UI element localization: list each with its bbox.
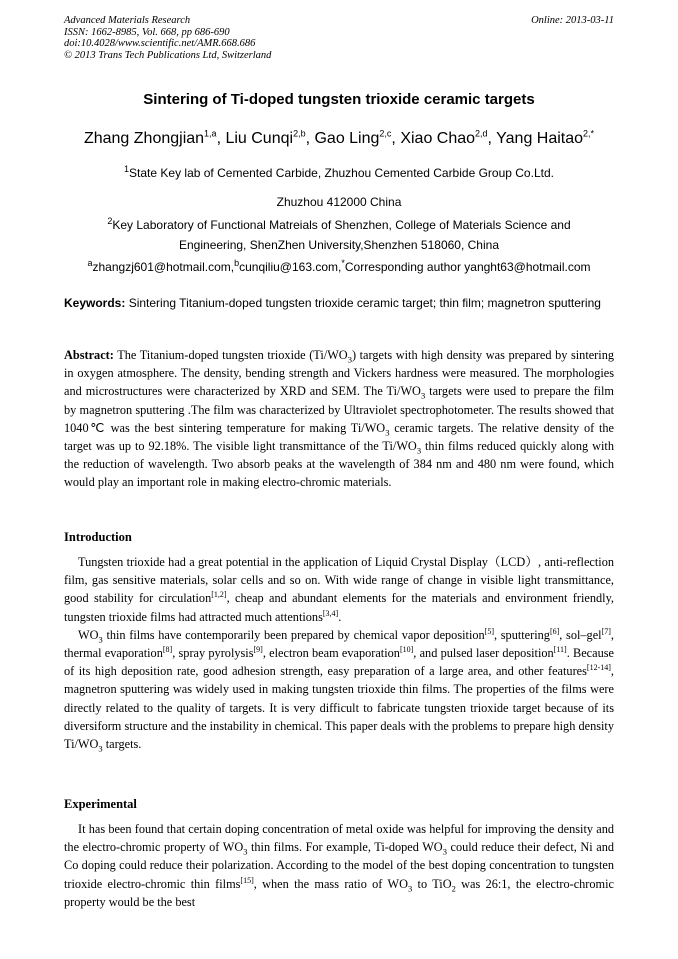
journal-header — [64, 15, 271, 61]
affiliation-line: Engineering, ShenZhen University,Shenzhen 518060, China — [179, 238, 499, 252]
introduction-body — [64, 553, 614, 753]
email-sup: b — [234, 258, 240, 268]
citation: [8] — [162, 644, 173, 654]
citation: [1,2] — [211, 590, 227, 600]
copyright-line: © 2013 Trans Tech Publications Ltd, Switzerland — [64, 49, 272, 61]
author-list: Zhang Zhongjian$^{1,a}$, Liu Cunqi$^{2,b}$, Gao Ling$^{2,c}$, Xiao Chao$^{2,d}$, Yang Haitao$^{2,*}$ — [83, 128, 595, 147]
affiliation-line: State Key lab of Cemented Carbide, Zhuzhou Cemented Carbide Group Co.Ltd. — [129, 166, 554, 180]
affiliation-line: Key Laboratory of Functional Matreials of Shenzhen, College of Materials Science and — [112, 218, 571, 232]
citation: [6] — [549, 626, 560, 636]
author-name: Gao Ling — [314, 130, 380, 147]
email-link[interactable]: zhangzj601@hotmail.com, — [92, 260, 235, 274]
email-sup: a — [87, 258, 93, 268]
email-sup: * — [341, 258, 345, 268]
corresponding-author: Corresponding author yanght63@hotmail.com — [344, 260, 591, 274]
citation: [10] — [399, 644, 414, 654]
citation: [11] — [553, 644, 567, 654]
experimental-body — [64, 820, 614, 911]
author-sup: 1,a — [204, 128, 217, 139]
email-link[interactable]: cunqiliu@163.com, — [239, 260, 342, 274]
citation: [7] — [601, 626, 611, 636]
author-sup: 2,d — [475, 128, 488, 139]
paragraph: It has been found that certain doping concentration of metal oxide was helpful for improving the density and the electro-chromic property of $WO_3$ thin films. For example, Ti-doped $WO_3$ could reduce their defect, Ni and Co doping could reduce their polarization. According to the model of the best doping concentration to tungsten trioxide electro-chromic thin films[15], when the mass ratio of $WO_3$ to TiO$_2$ was 26:1, the electro-chromic property would be the best — [64, 822, 614, 909]
online-date: Online: 2013-03-11 — [531, 15, 614, 26]
paper-title: Sintering of Ti-doped tungsten trioxide ceramic targets — [143, 91, 535, 108]
keywords-label: Keywords: — [64, 296, 126, 310]
author-sup: 2,c — [379, 128, 392, 139]
citation: [12-14] — [586, 663, 611, 673]
doi-line: doi:10.4028/www.scientific.net/AMR.668.686 — [64, 38, 256, 49]
affiliation-1 — [64, 163, 614, 212]
citation: [9] — [253, 644, 263, 654]
email-line — [64, 257, 614, 277]
abstract: Abstract: The Titanium-doped tungsten trioxide $(Ti/WO_3)$ targets with high density was prepared by sintering in oxygen atmosphere. The density, bending strength and Vickers hardness were measured. The morphologies and microstructures were characterized by XRD and SEM. The $Ti/WO_3$ targets were used to prepare the film by magnetron sputtering .The film was characterized by Ultraviolet spectrophotometer. The results showed that 1040℃ was the best sintering temperature for making $Ti/WO_3$ ceramic targets. The relative density of the target was up to 92.18%. The visible light transmittance of the $Ti/WO_3$ thin films reduced quickly along with the reduction of wavelength. Two absorb peaks at the wavelength of 384 nm and 480 nm were found, which would play an important role in making electro-chromic materials. — [64, 348, 615, 490]
author-name: Liu Cunqi — [225, 130, 294, 147]
section-heading-experimental: Experimental — [64, 797, 137, 811]
author-sup: 2,* — [583, 128, 595, 139]
issn-line: ISSN: 1662-8985, Vol. 668, pp 686-690 — [64, 26, 230, 38]
citation: [3,4] — [322, 608, 339, 618]
citation: [5] — [484, 626, 494, 636]
author-name: Zhang Zhongjian — [83, 130, 205, 147]
paragraph: Tungsten trioxide had a great potential in the application of Liquid Crystal Display（LCD）, anti-reflection film, gas sensitive materials, solar cells and so on. With wide range of change in visible light transmittance, good stability for circulation[1,2], cheap and abundant elements for the materials and environment friendly, tungsten trioxide films had attracted much attentions[3,4]. — [64, 555, 615, 624]
author-name: Yang Haitao — [496, 130, 584, 147]
journal-name: Advanced Materials Research — [64, 15, 191, 26]
section-heading-introduction: Introduction — [64, 530, 132, 544]
author-name: Xiao Chao — [400, 130, 476, 147]
affiliation-sup: 1 — [124, 164, 130, 174]
affiliation-2 — [64, 215, 614, 255]
paragraph: $WO_3$ thin films have contemporarily been prepared by chemical vapor deposition[5], sputtering[6], sol–gel[7], thermal evaporation[8], spray pyrolysis[9], electron beam evaporation[10], and pulsed laser deposition[11]. Because of its high deposition rate, good adhesion strength, easy preparation of a large area, and other features[12-14], magnetron sputtering was widely used in making tungsten trioxide thin films. The properties of the films were directly related to the quality of targets. It is very difficult to fabricate tungsten trioxide target because of its diversiform structure and the instability in chemical. This paper deals with the problems to prepare high density $Ti/WO_3$ targets. — [64, 626, 614, 754]
abstract-label: Abstract: — [64, 348, 114, 362]
affiliation-line: Zhuzhou 412000 China — [276, 195, 402, 209]
author-sup: 2,b — [293, 128, 306, 139]
keywords — [64, 295, 614, 312]
keywords-text: Sintering Titanium-doped tungsten trioxide ceramic target; thin film; magnetron sputtering — [128, 296, 601, 310]
citation: [15] — [240, 875, 254, 885]
affiliation-sup: 2 — [107, 216, 113, 226]
